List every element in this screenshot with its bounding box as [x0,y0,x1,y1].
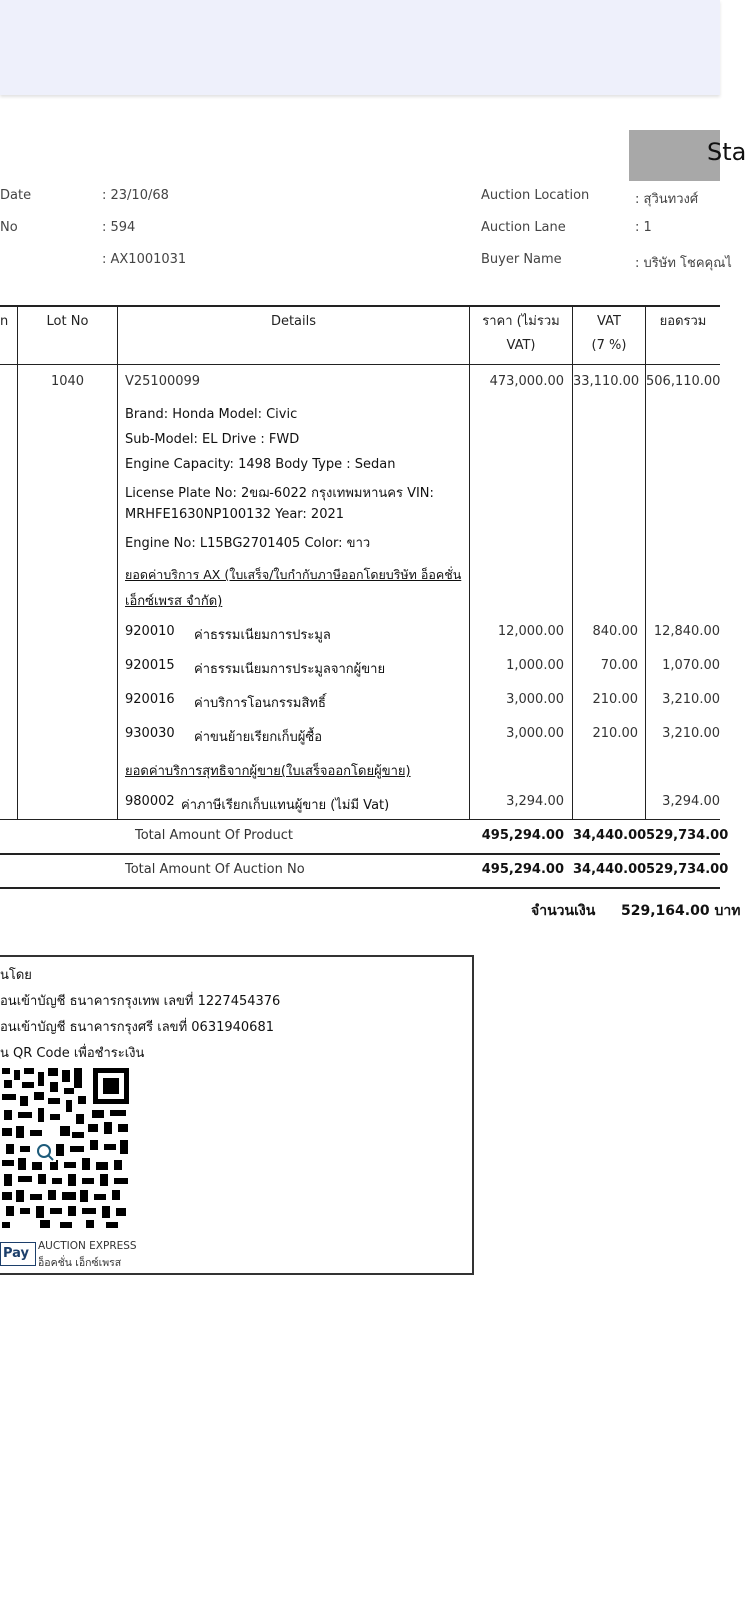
lot-number: 1040 [50,374,85,389]
document-title-box [629,130,746,181]
col-header-vat: VAT [597,314,621,329]
fee-vat: 70.00 [600,658,638,673]
date-label: Date [0,188,32,203]
amount-label: จำนวนเงิน [531,903,596,919]
auction-location-value: : สุวินทวงศ์ [635,192,699,207]
no-value: : 594 [102,220,136,235]
fee-name: ค่าภาษีเรียกเก็บแทนผู้ขาย (ไม่มี Vat) [181,798,390,813]
payment-title: นโดย [0,968,32,983]
fee-name: ค่าบริการโอนกรรมสิทธิ์ [194,696,326,711]
col-header-lot-no: Lot No [46,314,89,329]
table-header-border [0,364,720,365]
fee-vat: 210.00 [592,692,638,707]
date-value: : 23/10/68 [102,188,169,203]
vehicle-vat: 33,110.00 [573,374,640,389]
no-label: No [0,220,18,235]
company-name-th: อ็อคชั่น เอ็กซ์เพรส [38,1257,122,1269]
company-name-en: AUCTION EXPRESS [38,1240,137,1252]
fee-code: 920015 [125,658,175,673]
fee-total: 1,070.00 [662,658,720,673]
fee-total: 3,210.00 [662,692,720,707]
section-seller-heading: ยอดค่าบริการสุทธิจากผู้ขาย(ใบเสร็จออกโดยผู้ขาย) [125,764,411,779]
fee-price: 1,000.00 [506,658,564,673]
col-header-first: n [0,314,9,329]
vehicle-detail-line: Sub-Model: EL Drive : FWD [125,432,300,447]
table-top-border [0,305,720,307]
total-auction-border [0,887,720,889]
total-product-vat: 34,440.00 [573,828,647,843]
total-auction-total: 529,734.00 [646,862,729,877]
fee-code: 920010 [125,624,175,639]
fee-vat: 840.00 [592,624,638,639]
fee-vat: 210.00 [592,726,638,741]
col-header-total: ยอดรวม [659,314,707,329]
total-product-label: Total Amount Of Product [135,828,294,843]
fee-total: 3,294.00 [662,794,720,809]
col-header-details: Details [270,314,317,329]
vehicle-code: V25100099 [125,374,201,389]
vehicle-detail-line: Engine No: L15BG2701405 Color: ขาว [125,536,371,551]
qr-instruction: น QR Code เพื่อชำระเงิน [0,1046,145,1061]
vehicle-detail-line: License Plate No: 2ขฌ-6022 กรุงเทพมหานคร VIN: [125,486,434,501]
fee-code: 980002 [125,794,175,809]
auction-location-label: Auction Location [481,188,590,203]
fee-total: 3,210.00 [662,726,720,741]
buyer-name-value: : บริษัท โชคคุณไ [635,256,732,271]
auction-lane-label: Auction Lane [481,220,566,235]
promptpay-logo: Pay [0,1242,36,1266]
document-title: Sta [707,138,746,166]
table-body-border [0,819,720,820]
total-product-price: 495,294.00 [481,828,564,843]
doc-number-value: : AX1001031 [102,252,187,267]
buyer-name-label: Buyer Name [481,252,562,267]
col-header-price-2: VAT) [506,338,536,353]
fee-price: 3,000.00 [506,726,564,741]
vehicle-detail-line: Brand: Honda Model: Civic [125,407,298,422]
total-product-total: 529,734.00 [646,828,729,843]
auction-lane-value: : 1 [635,220,652,235]
section-ax-heading-2: เอ็กซ์เพรส จำกัด) [125,594,223,609]
col-divider [117,305,118,820]
bank-transfer-line: อนเข้าบัญชี ธนาคารกรุงศรี เลขที่ 0631940681 [0,1020,274,1035]
fee-code: 920016 [125,692,175,707]
col-header-price: ราคา (ไม่รวม [482,314,560,329]
fee-code: 930030 [125,726,175,741]
vehicle-total: 506,110.00 [646,374,721,389]
qr-code-icon [0,1066,131,1238]
total-auction-label: Total Amount Of Auction No [125,862,305,877]
fee-name: ค่าธรรมเนียมการประมูลจากผู้ขาย [194,662,386,677]
col-header-vat-2: (7 %) [591,338,627,353]
vehicle-price: 473,000.00 [489,374,564,389]
vehicle-detail-line: MRHFE1630NP100132 Year: 2021 [125,507,345,522]
fee-name: ค่าธรรมเนียมการประมูล [194,628,331,643]
section-ax-heading: ยอดค่าบริการ AX (ใบเสร็จ/ใบกำกับภาษีออกโดยบริษัท อ็อคชั่น [125,567,462,582]
total-auction-vat: 34,440.00 [573,862,647,877]
fee-price: 3,000.00 [506,692,564,707]
fee-price: 12,000.00 [497,624,564,639]
fee-name: ค่าขนย้ายเรียกเก็บผู้ซื้อ [194,730,323,745]
fee-price: 3,294.00 [506,794,564,809]
total-auction-price: 495,294.00 [481,862,564,877]
bank-transfer-line: อนเข้าบัญชี ธนาคารกรุงเทพ เลขที่ 1227454376 [0,994,281,1009]
total-product-border [0,853,720,855]
top-app-bar [0,0,720,95]
amount-value: 529,164.00 บาท [621,903,741,919]
fee-total: 12,840.00 [653,624,720,639]
vehicle-detail-line: Engine Capacity: 1498 Body Type : Sedan [125,457,396,472]
